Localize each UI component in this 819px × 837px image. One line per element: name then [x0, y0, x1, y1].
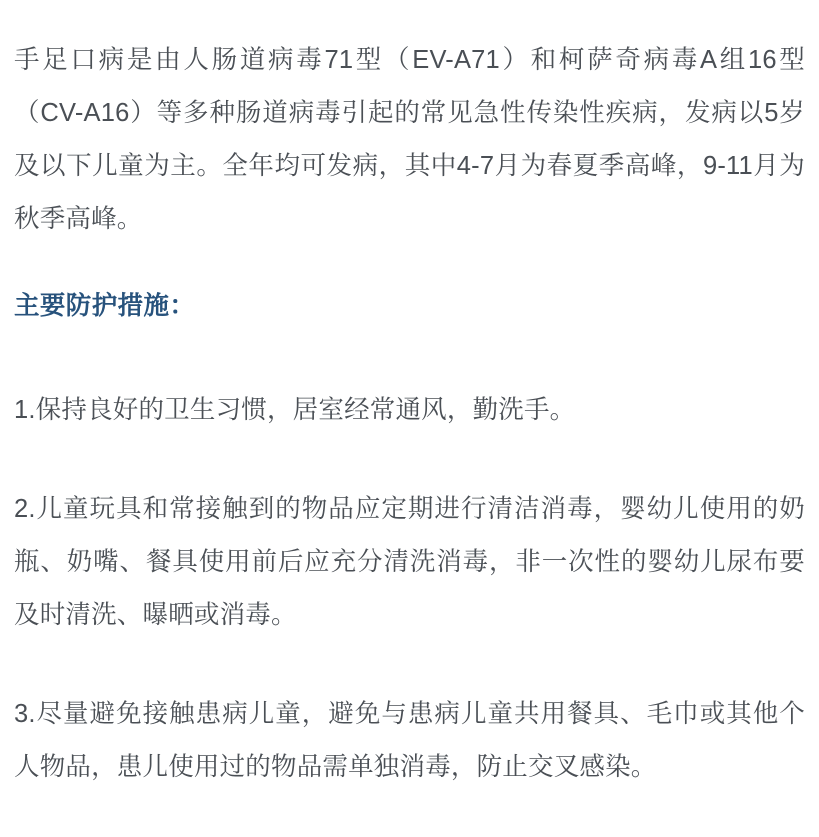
measure-item-1: 1.保持良好的卫生习惯，居室经常通风，勤洗手。	[14, 396, 576, 424]
intro-paragraph: 手足口病是由人肠道病毒71型（EV-A71）和柯萨奇病毒A组16型（CV-A16）等多种肠道病毒引起的常见急性传染性疾病，发病以5岁及以下儿童为主。全年均可发病，其中4-7月为春夏季高峰，9-11月为秋季高峰。	[14, 46, 805, 233]
measure-item-2: 2.儿童玩具和常接触到的物品应定期进行清洁消毒，婴幼儿使用的奶瓶、奶嘴、餐具使用前后应充分清洗消毒，非一次性的婴幼儿尿布要及时清洗、曝晒或消毒。	[14, 495, 805, 629]
section-heading: 主要防护措施：	[14, 292, 196, 320]
measure-item-3: 3.尽量避免接触患病儿童，避免与患病儿童共用餐具、毛巾或其他个人物品，患儿使用过的物品需单独消毒，防止交叉感染。	[14, 700, 805, 781]
